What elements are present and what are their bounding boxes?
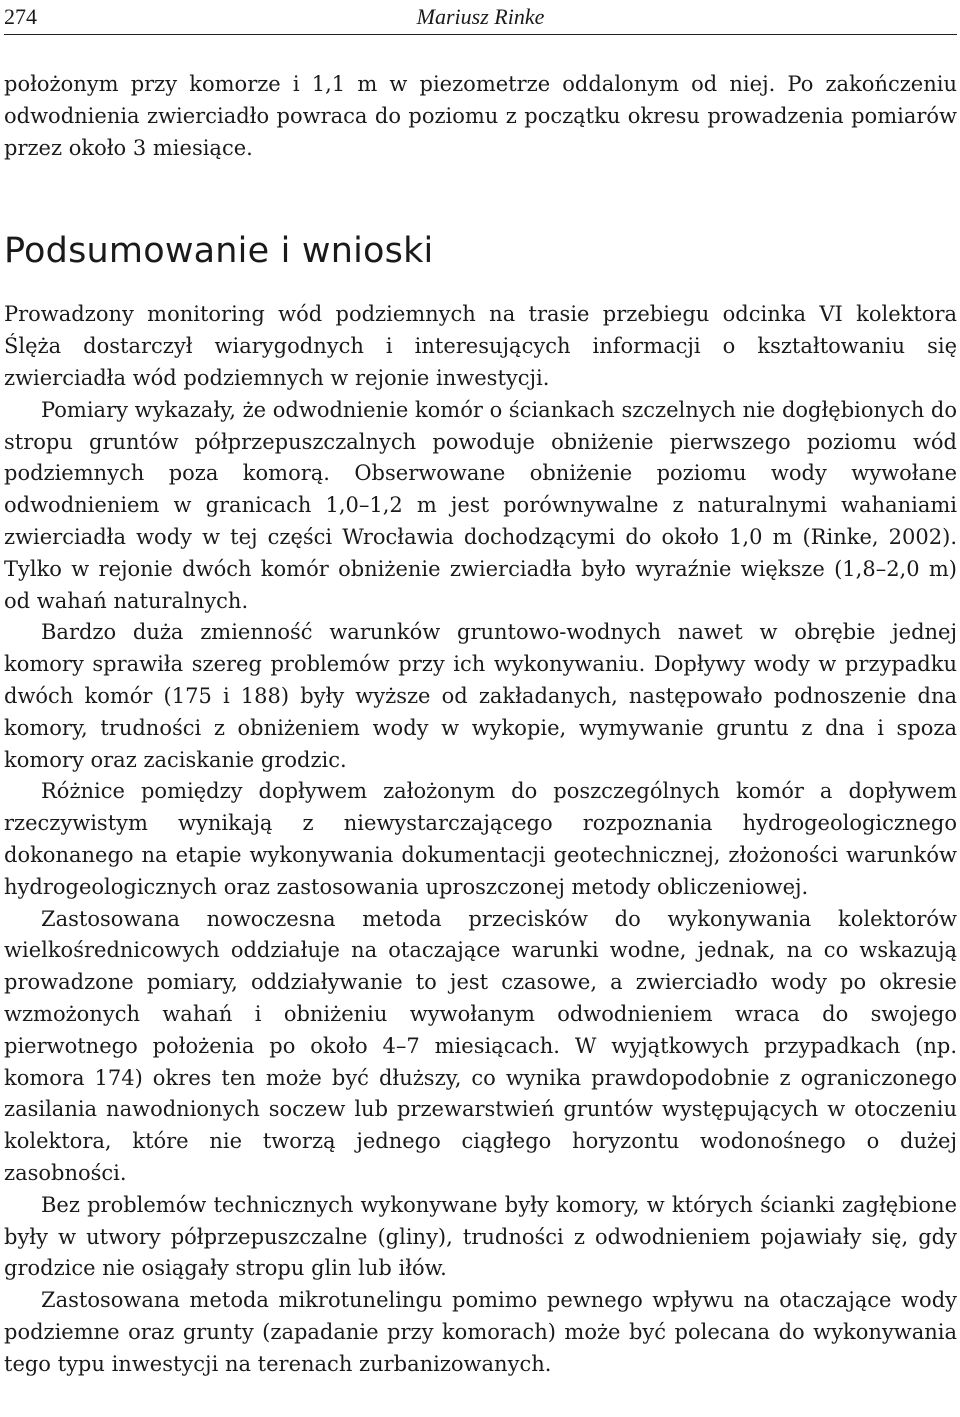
body-paragraph-4: Różnice pomiędzy dopływem założonym do poszczególnych komór a dopływem rzeczywistym wynikają z niewystarczającego rozpoznania hydrogeologicznego dokonanego na etapie wykonywania dokumentacji geotechnicznej, złożoności warunków hydrogeologicznych oraz zastosowania uproszczonej metody obliczeniowej. <box>4 779 957 899</box>
body-paragraph-7: Zastosowana metoda mikrotunelingu pomimo pewnego wpływu na otaczające wody podziemne oraz grunty (zapadanie przy komorach) może być polecana do wykonywania tego typu inwestycji na terenach zurbanizowanych. <box>4 1288 957 1376</box>
page-header <box>4 2 957 34</box>
body-paragraph-3: Bardzo duża zmienność warunków gruntowo-wodnych nawet w obrębie jednej komory sprawiła szereg problemów przy ich wykonywaniu. Dopływy wody w przypadku dwóch komór (175 i 188) były wyższe od zakładanych, następowało podnoszenie dna komory, trudności z obniżeniem wody w wykopie, wymywanie gruntu z dna i spoza komory oraz zaciskanie grodzic. <box>4 620 957 772</box>
running-head-author: Mariusz Rinke <box>416 4 545 29</box>
body-paragraph-6: Bez problemów technicznych wykonywane były komory, w których ścianki zagłębione były w utwory półprzepuszczalne (gliny), trudności z odwodnieniem pojawiały się, gdy grodzice nie osiągały stropu glin lub iłów. <box>4 1192 957 1281</box>
intro-paragraph: położonym przy komorze i 1,1 m w piezometrze oddalonym od niej. Po zakończeniu odwodnienia zwierciadło powraca do poziomu z początku okresu prowadzenia pomiarów przez około 3 miesiące. <box>4 72 957 160</box>
section-heading: Podsumowanie i wnioski <box>4 231 434 272</box>
body-paragraph-2: Pomiary wykazały, że odwodnienie komór o ściankach szczelnych nie dogłębionych do stropu gruntów półprzepuszczalnych powoduje obniżenie pierwszego poziomu wód podziemnych poza komorą. Obserwowane obniżenie poziomu wody wywołane odwodnieniem w granicach 1,0–1,2 m jest porównywalne z naturalnymi wahaniami zwierciadła wody w tej części Wrocławia dochodzącymi do około 1,0 m (Rinke, 2002). Tylko w rejonie dwóch komór obniżenie zwierciadła było wyraźnie większe (1,8–2,0 m) od wahań naturalnych. <box>4 397 957 613</box>
document-page <box>4 0 957 1380</box>
header-rule <box>4 34 957 35</box>
body-paragraph-5: Zastosowana nowoczesna metoda przecisków do wykonywania kolektorów wielkośrednicowych oddziałuje na otaczające warunki wodne, jednak, na co wskazują prowadzone pomiary, oddziaływanie to jest czasowe, a zwierciadło wody po okresie wzmożonych wahań i obniżeniu wywołanym odwodnieniem wraca do swojego pierwotnego położenia po około 4–7 miesiącach. W wyjątkowych przypadkach (np. komora 174) okres ten może być dłuższy, co wynika prawdopodobnie z ograniczonego zasilania nawodnionych soczew lub przewarstwień gruntów występujących w otoczeniu kolektora, które nie tworzą jednego ciągłego horyzontu wodonośnego o dużej zasobności. <box>4 906 957 1185</box>
body-paragraph-1: Prowadzony monitoring wód podziemnych na trasie przebiegu odcinka VI kolektora Ślęża dostarczył wiarygodnych i interesujących informacji o kształtowaniu się zwierciadła wód podziemnych w rejonie inwestycji. <box>4 302 957 390</box>
page-number: 274 <box>4 4 37 29</box>
